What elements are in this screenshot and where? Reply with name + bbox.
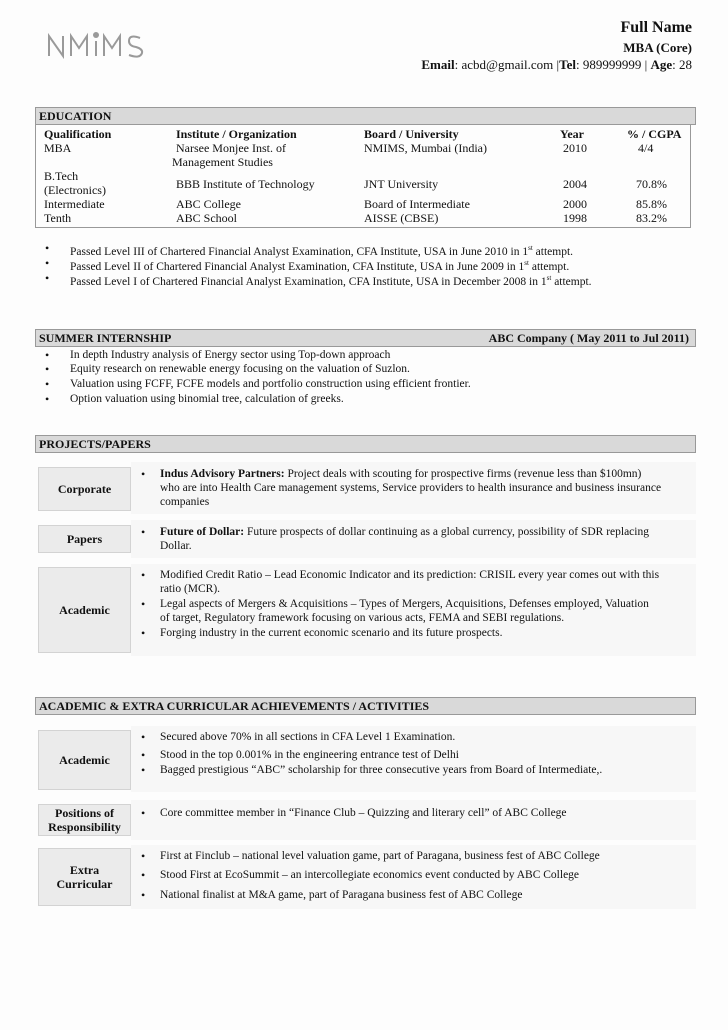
list-item: • In depth Industry analysis of Energy sector using Top-down approach [70,348,390,362]
age-label: Age [650,57,673,72]
list-item: • Bagged prestigious “ABC” scholarship for three consecutive years from Board of Intermediate,. [160,763,602,777]
list-item: • First at Finclub – national level valuation game, part of Paragana, business fest of ABC College [160,849,600,863]
list-item: • Equity research on renewable energy focusing on the valuation of Suzlon. [70,362,410,376]
table-cell: 70.8% [636,177,667,191]
label-line: Extra [69,863,100,877]
email-value: : acbd@gmail.com [454,57,554,72]
extra-curricular-label [38,848,131,906]
age-value: : 28 [672,57,692,72]
section-title: ACADEMIC & EXTRA CURRICULAR ACHIEVEMENTS / ACTIVITIES [39,699,430,713]
table-cell: Narsee Monjee Inst. of [176,141,286,155]
tel-value: : 989999999 [575,57,642,72]
projects-section-header [35,435,696,453]
label-line: Positions of [54,806,114,820]
candidate-name: Full Name [620,19,692,36]
col-header: Year [560,127,584,141]
list-item: • Legal aspects of Mergers & Acquisitions – Types of Mergers, Acquisitions, Defenses employed, Valuation [160,597,649,611]
list-item: • Valuation using FCFF, FCFE models and portfolio construction using efficient frontier. [70,377,471,391]
internship-company: ABC Company ( May 2011 to Jul 2011) [488,331,689,345]
table-cell: 2010 [563,141,587,155]
label-line: Curricular [56,877,113,891]
table-cell: 85.8% [636,197,667,211]
table-cell: Intermediate [44,197,105,211]
list-item: • Forging industry in the current economic scenario and its future prospects. [160,626,502,640]
section-title: PROJECTS/PAPERS [39,437,151,451]
table-cell: ABC School [176,211,238,225]
table-cell: Management Studies [172,155,273,169]
contact-line [421,57,692,73]
col-header: Qualification [44,127,112,141]
academic-achievements-label: Academic [38,730,131,790]
list-item [70,271,592,289]
email-label: Email [421,57,455,72]
education-table [35,124,691,228]
project-text: of target, Regulatory framework focusing on various acts, FEMA and SEBI regulations. [160,612,565,624]
nmims-logo [45,30,157,62]
table-cell: Tenth [44,211,72,225]
academic-projects-label: Academic [38,567,131,653]
col-header: Institute / Organization [176,127,297,141]
achievements-section-header [35,697,696,715]
separator: | [641,57,651,72]
list-item: • Stood in the top 0.001% in the engineering entrance test of Delhi [160,748,459,762]
list-item: • Secured above 70% in all sections in CFA Level 1 Examination. [160,730,455,744]
label-line: Responsibility [48,820,121,834]
table-cell: AISSE (CBSE) [364,211,439,225]
table-cell: 83.2% [636,211,667,225]
list-item: • Stood First at EcoSummit – an intercollegiate economics event conducted by ABC College [160,868,579,882]
table-cell: JNT University [364,177,439,191]
tel-label: Tel [559,57,576,72]
candidate-degree: MBA (Core) [623,40,692,55]
table-cell: (Electronics) [44,183,106,197]
project-text: Project deals with scouting for prospective firms (revenue less than $100mn) [284,468,642,480]
superscript: st [528,244,533,252]
project-text: ratio (MCR). [160,583,221,595]
table-cell: 2004 [563,177,587,191]
superscript: st [524,259,529,267]
cfa-text: attempt. [532,245,574,258]
superscript: st [546,274,552,282]
papers-label: Papers [38,525,131,553]
project-title: Future of Dollar: [160,526,245,538]
section-title: SUMMER INTERNSHIP [39,331,172,345]
education-section-header [35,107,696,125]
separator: | [553,57,560,72]
table-cell: NMIMS, Mumbai (India) [364,141,487,155]
col-header: % / CGPA [627,127,682,141]
positions-label [38,804,131,836]
list-item: • National finalist at M&A game, part of Paragana business fest of ABC College [160,888,523,902]
project-title: Indus Advisory Partners: [160,468,285,480]
project-text: who are into Health Care management systems, Service providers to health insurance and business insurance [160,482,662,494]
cfa-text: Passed Level I of Chartered Financial Analyst Examination, CFA Institute, USA in December 2008 in 1 [70,275,547,288]
table-cell: MBA [44,141,72,155]
cfa-text: attempt. [528,260,570,273]
table-cell: ABC College [176,197,241,211]
internship-section-header [35,329,696,347]
table-cell: BBB Institute of Technology [176,177,315,191]
list-item: • Core committee member in “Finance Club – Quizzing and literary cell” of ABC College [160,806,567,820]
list-item: • Modified Credit Ratio – Lead Economic Indicator and its prediction: CRISIL every year comes out with this [160,568,659,582]
table-cell: 4/4 [638,141,654,155]
project-text: companies [160,496,210,508]
section-title: EDUCATION [39,109,112,123]
table-cell: 1998 [563,211,587,225]
list-item [160,467,641,481]
project-text: Dollar. [160,540,192,552]
list-item: • Option valuation using binomial tree, calculation of greeks. [70,392,344,406]
corporate-label: Corporate [38,467,131,511]
cfa-text: attempt. [551,275,592,288]
cfa-text: Passed Level II of Chartered Financial Analyst Examination, CFA Institute, USA in June 2009 in 1 [70,260,525,273]
project-text: Future prospects of dollar continuing as a global currency, possibility of SDR replacing [244,526,649,538]
table-cell: 2000 [563,197,587,211]
list-item [160,525,649,539]
col-header: Board / University [364,127,459,141]
table-cell: B.Tech [44,169,79,183]
table-cell: Board of Intermediate [364,197,470,211]
cfa-text: Passed Level III of Chartered Financial Analyst Examination, CFA Institute, USA in June 2010 in 1 [70,245,529,258]
